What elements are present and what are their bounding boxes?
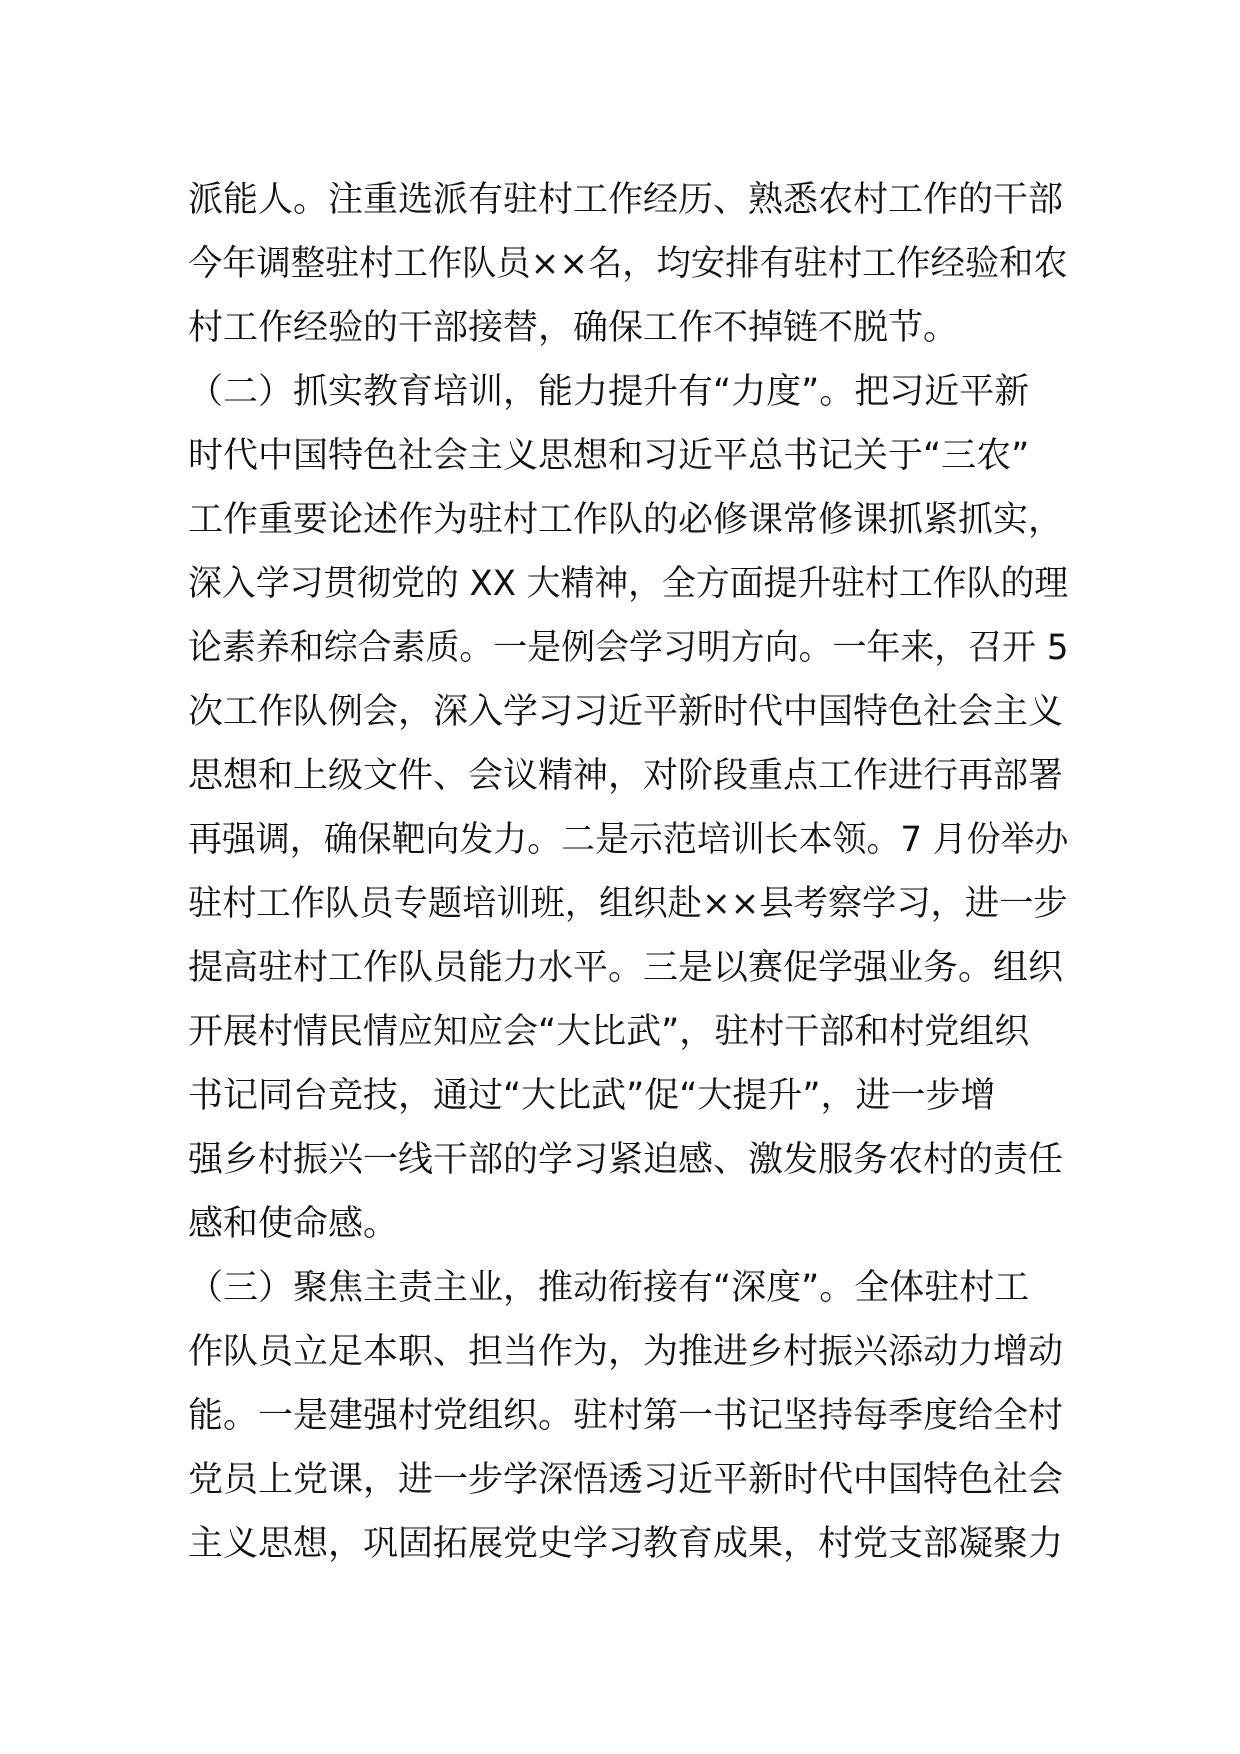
document-body (188, 168, 1068, 1576)
text-line: 作队员立足本职、担当作为，为推进乡村振兴添动力增动 (188, 1332, 1064, 1372)
text-line: 书记同台竞技，通过“大比武”促“大提升”，进一步增 (188, 1076, 996, 1116)
text-line: 时代中国特色社会主义思想和习近平总书记关于“三农” (188, 436, 1030, 476)
text-line: 今年调整驻村工作队员××名，均安排有驻村工作经验和农 (188, 244, 1068, 284)
text-line: 再强调，确保靶向发力。二是示范培训长本领。7 月份举办 (188, 820, 1069, 860)
text-line: 思想和上级文件、会议精神，对阶段重点工作进行再部署 (188, 756, 1064, 796)
text-line: 主义思想，巩固拓展党史学习教育成果，村党支部凝聚力 (188, 1524, 1064, 1564)
text-line: 强乡村振兴一线干部的学习紧迫感、激发服务农村的责任 (188, 1140, 1064, 1180)
text-line: 开展村情民情应知应会“大比武”，驻村干部和村党组织 (188, 1012, 1030, 1052)
text-line: 工作重要论述作为驻村工作队的必修课常修课抓紧抓实， (188, 500, 1064, 540)
text-line: 驻村工作队员专题培训班，组织赴××县考察学习，进一步 (188, 884, 1068, 924)
text-line: 次工作队例会，深入学习习近平新时代中国特色社会主义 (188, 692, 1064, 732)
text-line: 派能人。注重选派有驻村工作经历、熟悉农村工作的干部 (188, 180, 1064, 220)
section-heading-line: （二）抓实教育培训，能力提升有“力度”。把习近平新 (188, 372, 1030, 412)
section-heading-line: （三）聚焦主责主业，推动衔接有“深度”。全体驻村工 (188, 1268, 1030, 1308)
text-line: 提高驻村工作队员能力水平。三是以赛促学强业务。组织 (188, 948, 1064, 988)
text-line: 村工作经验的干部接替，确保工作不掉链不脱节。 (188, 308, 959, 348)
text-line: 论素养和综合素质。一是例会学习明方向。一年来，召开 5 (188, 628, 1069, 668)
text-line: 能。一是建强村党组织。驻村第一书记坚持每季度给全村 (188, 1396, 1064, 1436)
text-line: 感和使命感。 (188, 1204, 399, 1244)
text-line: 党员上党课，进一步学深悟透习近平新时代中国特色社会 (188, 1460, 1064, 1500)
text-line: 深入学习贯彻党的 XX 大精神，全方面提升驻村工作队的理 (188, 564, 1069, 604)
